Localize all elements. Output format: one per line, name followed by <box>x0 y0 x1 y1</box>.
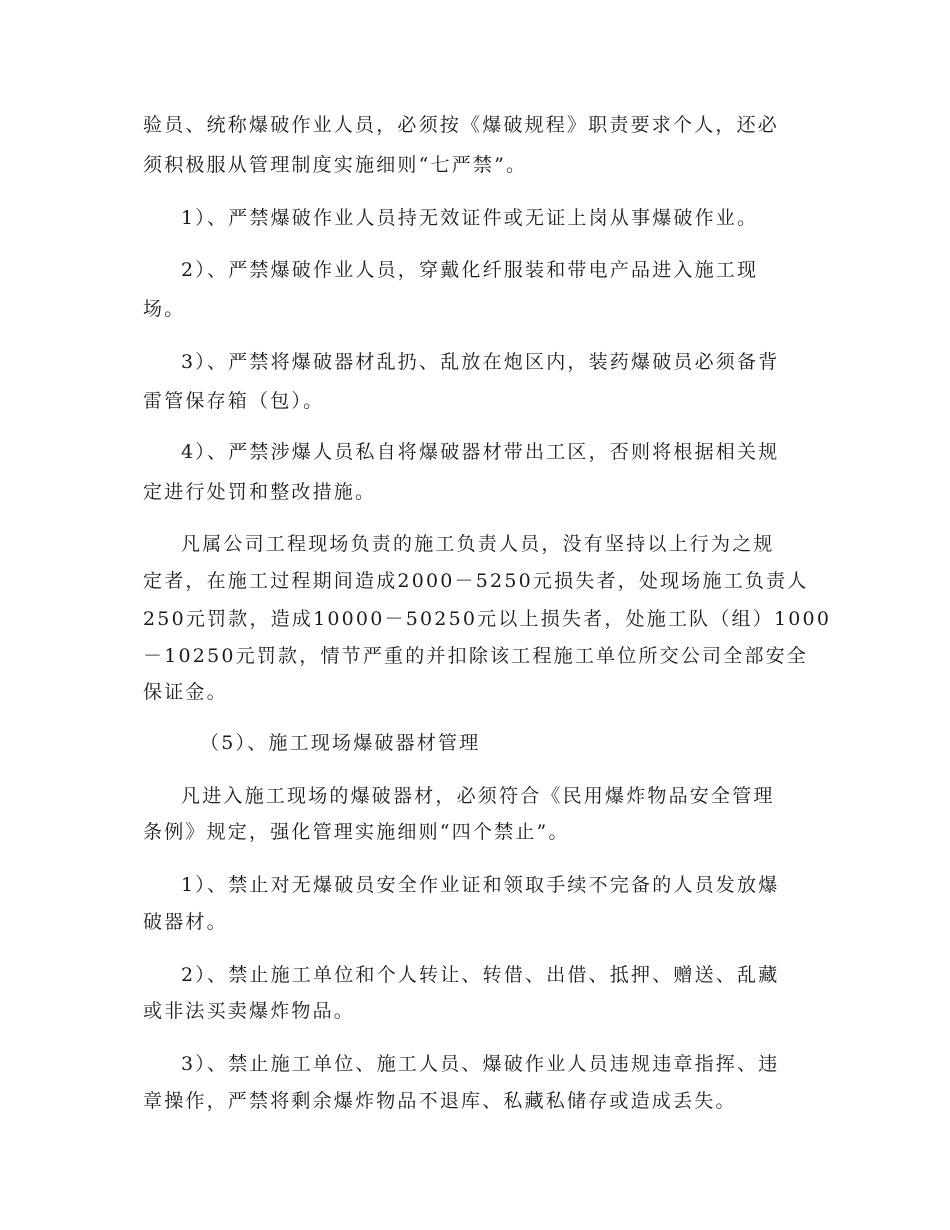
intro-paragraph: 凡进入施工现场的爆破器材，必须符合《民用爆炸物品安全管理 <box>181 785 775 807</box>
text-line: 条例》规定，强化管理实施细则“四个禁止”。 <box>143 821 570 843</box>
list-item-3: 3）、严禁将爆破器材乱扔、乱放在炮区内，装药爆破员必须备背 <box>181 351 780 373</box>
text-line: 保证金。 <box>143 681 228 703</box>
text-line: 场。 <box>143 298 186 320</box>
text-line: 雷管保存箱（包）。 <box>143 390 325 412</box>
penalty-paragraph: 凡属公司工程现场负责的施工负责人员，没有坚持以上行为之规 <box>181 533 775 555</box>
list-item-4: 4）、严禁涉爆人员私自将爆破器材带出工区，否则将根据相关规 <box>181 441 780 463</box>
text-line: 须积极服从管理制度实施细则“七严禁”。 <box>143 154 528 176</box>
text-line: 破器材。 <box>143 911 228 933</box>
text-line: 或非法买卖爆炸物品。 <box>143 1000 356 1022</box>
prohibition-item-1: 1）、禁止对无爆破员安全作业证和领取手续不完备的人员发放爆 <box>181 874 780 896</box>
text-line: －10250元罚款，情节严重的并扣除该工程施工单位所交公司全部安全 <box>143 645 809 667</box>
list-item-1: 1）、严禁爆破作业人员持无效证件或无证上岗从事爆破作业。 <box>181 207 759 229</box>
text-line: 250元罚款，造成10000－50250元以上损失者，处施工队（组）1000 <box>143 608 832 630</box>
section-heading: （5）、施工现场爆破器材管理 <box>200 732 481 754</box>
prohibition-item-3: 3）、禁止施工单位、施工人员、爆破作业人员违规违章指挥、违 <box>181 1053 780 1075</box>
text-line: 定进行处罚和整改措施。 <box>143 481 377 503</box>
list-item-2: 2）、严禁爆破作业人员，穿戴化纤服装和带电产品进入施工现 <box>181 259 759 281</box>
text-line: 验员、统称爆破作业人员，必须按《爆破规程》职责要求个人，还必 <box>143 114 780 136</box>
text-line: 章操作，严禁将剩余爆炸物品不退库、私藏私储存或造成丢失。 <box>143 1090 737 1112</box>
prohibition-item-2: 2）、禁止施工单位和个人转让、转借、出借、抵押、赠送、乱藏 <box>181 964 780 986</box>
text-line: 定者，在施工过程期间造成2000－5250元损失者，处现场施工负责人 <box>143 570 809 592</box>
